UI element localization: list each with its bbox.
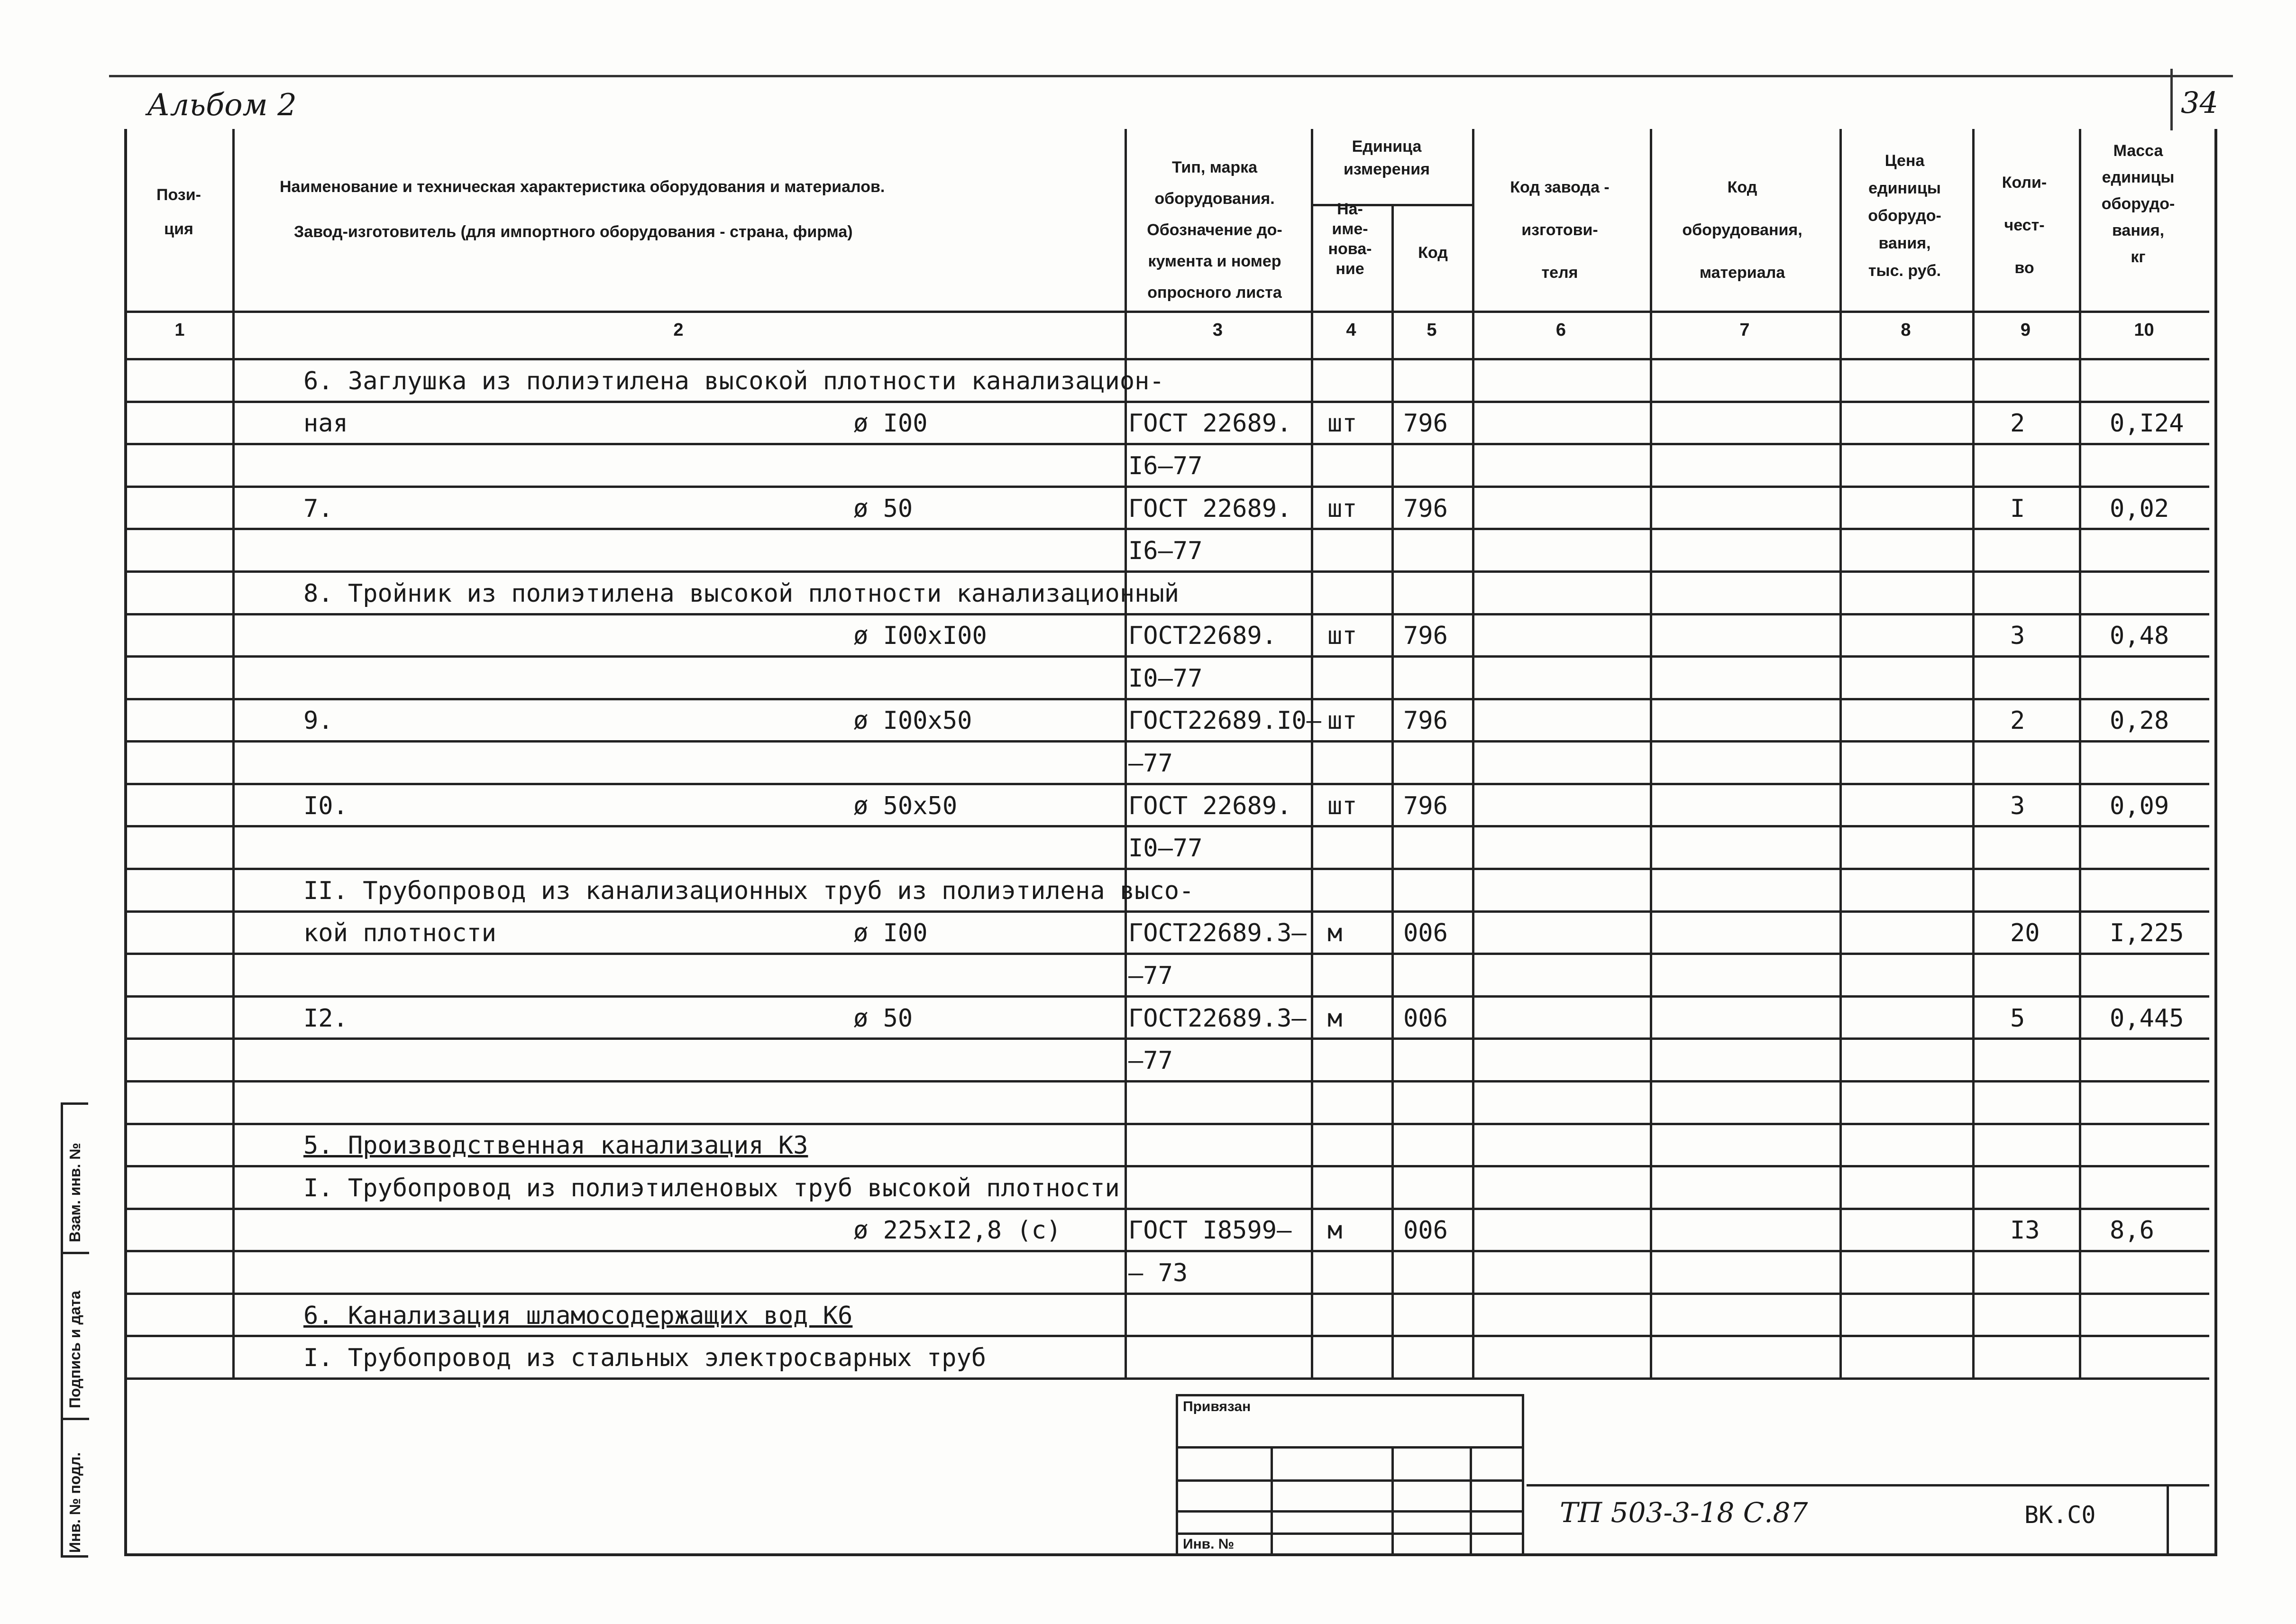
hdr-c45-line: измерения — [1344, 160, 1430, 178]
hdr-c3-line: опросного листа — [1147, 284, 1282, 302]
row-unit-code: 796 — [1403, 409, 1448, 438]
row-document: ГОСТ22689. — [1128, 622, 1277, 651]
hdr-c10-line: единицы — [2102, 168, 2175, 186]
hdr-c7-line: оборудования, — [1682, 221, 1802, 239]
column-number: 3 — [1212, 320, 1223, 340]
hdr-c3-line: кумента и номер — [1148, 252, 1281, 270]
row-name: 5. Производственная канализация К3 — [303, 1131, 808, 1160]
sheet-code: ВК.С0 — [2024, 1501, 2096, 1529]
side-label-inventory: Инв. № подл. — [66, 1452, 83, 1553]
row-document: ГОСТ 22689. — [1128, 791, 1292, 820]
hdr-c7-line: Код — [1727, 178, 1757, 196]
hdr-c6-line: Код завода - — [1510, 178, 1610, 196]
row-quantity: I — [2010, 494, 2025, 523]
row-document: I0–77 — [1128, 664, 1203, 693]
row-name: I. Трубопровод из стальных электросварных труб — [303, 1344, 987, 1373]
hdr-c9-line: чест- — [2004, 216, 2045, 234]
row-mass: 8,6 — [2110, 1216, 2154, 1245]
hdr-c4-line: ние — [1336, 260, 1364, 278]
hdr-c10-line: оборудо- — [2101, 195, 2175, 213]
hdr-c9-line: во — [2014, 259, 2034, 277]
row-mass: 0,09 — [2110, 791, 2169, 820]
hdr-c6-line: изготови- — [1521, 221, 1598, 239]
top-border-line — [109, 75, 2233, 77]
row-document: –77 — [1128, 961, 1173, 990]
hdr-c8-line: единицы — [1868, 179, 1941, 197]
row-mass: 0,28 — [2110, 706, 2169, 735]
row-quantity: I3 — [2010, 1216, 2040, 1245]
row-name: I0. — [303, 791, 348, 820]
side-label-signature: Подпись и дата — [66, 1291, 83, 1408]
row-mass: 0,48 — [2110, 622, 2169, 651]
hdr-c8-line: тыс. руб. — [1868, 262, 1941, 280]
row-quantity: 5 — [2010, 1004, 2025, 1033]
hdr-c10-line: вания, — [2112, 221, 2165, 239]
column-number: 5 — [1427, 320, 1437, 340]
row-mass: 0,I24 — [2110, 409, 2184, 438]
header-position: Пози- ция — [156, 186, 201, 238]
header-unit-code: Код — [1418, 244, 1448, 262]
hdr-c3-line: Обозначение до- — [1147, 221, 1282, 239]
row-mass: I,225 — [2110, 919, 2184, 948]
row-unit-code: 796 — [1403, 622, 1448, 651]
document-code: ТП 503-3-18 С.87 — [1560, 1496, 1808, 1529]
hdr-c4-line: На- — [1337, 200, 1363, 218]
column-number: 1 — [174, 320, 185, 340]
row-mass: 0,02 — [2110, 494, 2169, 523]
stamp-inv-label: Инв. № — [1183, 1536, 1235, 1552]
row-dimension: ø 50 — [853, 494, 913, 523]
stamp-privyazan-label: Привязан — [1183, 1399, 1251, 1414]
hdr-c4-line: нова- — [1328, 240, 1372, 258]
row-dimension: ø I00x50 — [853, 706, 972, 735]
hdr-c10-line: кг — [2131, 248, 2146, 266]
row-unit: шт — [1327, 494, 1357, 523]
row-name: 8. Тройник из полиэтилена высокой плотности канализационный — [303, 579, 1180, 608]
row-dimension: ø 225xI2,8 (c) — [853, 1216, 1061, 1245]
row-dimension: ø I00 — [853, 409, 928, 438]
column-number: 8 — [1901, 320, 1911, 340]
hdr-c8-line: вания, — [1878, 234, 1931, 252]
side-label-replace: Взам. инв. № — [66, 1143, 83, 1242]
row-unit-code: 796 — [1403, 494, 1448, 523]
row-name: II. Трубопровод из канализационных труб из полиэтилена высо- — [303, 876, 1194, 905]
page-number-divider — [2170, 69, 2173, 130]
row-unit-code: 796 — [1403, 791, 1448, 820]
row-document: ГОСТ22689.3– — [1128, 919, 1307, 948]
row-dimension: ø I00 — [853, 919, 928, 948]
row-unit: м — [1327, 1004, 1343, 1033]
hdr-c3-line: оборудования. — [1154, 190, 1275, 208]
row-document: ГОСТ22689.3– — [1128, 1004, 1307, 1033]
row-dimension: ø I00xI00 — [853, 622, 987, 651]
row-unit: шт — [1327, 409, 1357, 438]
row-quantity: 3 — [2010, 791, 2025, 820]
row-unit: м — [1327, 919, 1343, 948]
hdr-c10-line: Масса — [2113, 142, 2163, 160]
hdr-c6-line: теля — [1541, 264, 1578, 282]
column-number: 2 — [673, 320, 684, 340]
row-unit-code: 006 — [1403, 1004, 1448, 1033]
row-unit: шт — [1327, 622, 1357, 651]
hdr-c4-line: име- — [1332, 220, 1368, 238]
row-name: 6. Заглушка из полиэтилена высокой плотности канализацион- — [303, 367, 1164, 395]
row-name: кой плотности — [303, 919, 496, 948]
row-name: I2. — [303, 1004, 348, 1033]
row-document: –77 — [1128, 749, 1173, 778]
row-quantity: 2 — [2010, 706, 2025, 735]
row-document: – 73 — [1128, 1259, 1188, 1288]
header-name-line2: Завод-изготовитель (для импортного оборудования - страна, фирма) — [294, 223, 853, 241]
column-number: 9 — [2020, 320, 2031, 340]
row-quantity: 2 — [2010, 409, 2025, 438]
row-quantity: 3 — [2010, 622, 2025, 651]
row-name: ная — [303, 409, 348, 438]
row-unit: шт — [1327, 706, 1357, 735]
hdr-c8-line: оборудо- — [1868, 207, 1941, 225]
row-document: I6–77 — [1128, 537, 1203, 566]
row-mass: 0,445 — [2110, 1004, 2184, 1033]
hdr-c8-line: Цена — [1884, 152, 1925, 170]
row-document: I0–77 — [1128, 834, 1203, 863]
row-unit: м — [1327, 1216, 1343, 1245]
hdr-c3-line: Тип, марка — [1171, 158, 1258, 176]
row-document: ГОСТ 22689. — [1128, 494, 1292, 523]
album-label: Альбом 2 — [147, 88, 297, 123]
header-name-line1: Наименование и техническая характеристика оборудования и материалов. — [280, 178, 885, 196]
row-document: I6–77 — [1128, 451, 1203, 480]
hdr-c7-line: материала — [1699, 264, 1785, 282]
row-dimension: ø 50x50 — [853, 791, 958, 820]
hdr-c9-line: Коли- — [2002, 174, 2047, 192]
row-dimension: ø 50 — [853, 1004, 913, 1033]
row-quantity: 20 — [2010, 919, 2040, 948]
column-number: 4 — [1346, 320, 1356, 340]
row-document: –77 — [1128, 1046, 1173, 1075]
row-name: 6. Канализация шламосодержащих вод К6 — [303, 1301, 853, 1330]
row-document: ГОСТ 22689. — [1128, 409, 1292, 438]
column-number: 7 — [1739, 320, 1750, 340]
row-unit-code: 796 — [1403, 706, 1448, 735]
hdr-c45-line: Единица — [1352, 138, 1422, 156]
page-number: 34 — [2181, 85, 2218, 120]
row-unit: шт — [1327, 791, 1357, 820]
row-unit-code: 006 — [1403, 1216, 1448, 1245]
row-name: 7. — [303, 494, 333, 523]
column-number: 6 — [1555, 320, 1566, 340]
row-document: ГОСТ22689.I0– — [1128, 706, 1321, 735]
row-name: I. Трубопровод из полиэтиленовых труб высокой плотности — [303, 1174, 1120, 1202]
row-document: ГОСТ I8599– — [1128, 1216, 1292, 1245]
row-name: 9. — [303, 706, 333, 735]
column-number: 10 — [2134, 320, 2154, 340]
row-unit-code: 006 — [1403, 919, 1448, 948]
